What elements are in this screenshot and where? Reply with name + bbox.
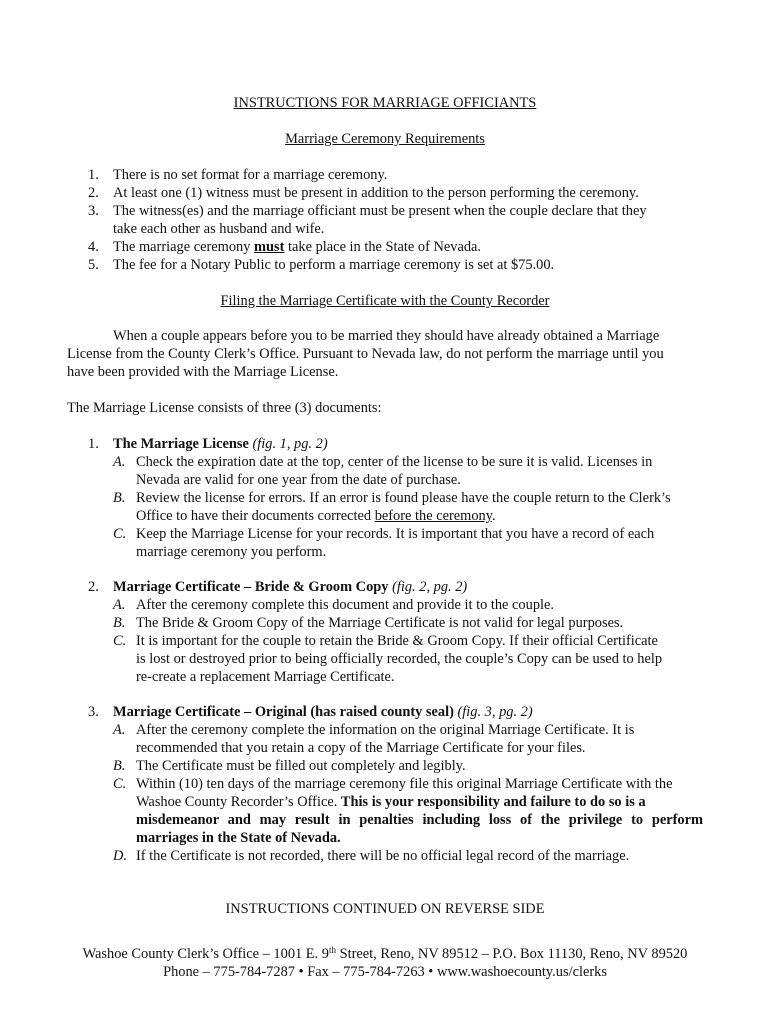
sub-item-continued: marriage ceremony you perform. <box>136 544 327 560</box>
sub-item-text: Washoe County Recorder’s Office. <box>136 794 341 810</box>
sub-item-continued: is lost or destroyed prior to being officially recorded, the couple’s Copy can be used to help <box>136 651 663 667</box>
warning-text: marriages in the State of Nevada. <box>136 830 341 846</box>
list-item-text: The marriage ceremony <box>113 239 255 255</box>
sub-item-continued: recommended that you retain a copy of the Marriage Certificate for your files. <box>136 740 586 756</box>
document-title: Marriage Certificate – Bride & Groom Copy <box>113 579 389 595</box>
section-heading-filing: Filing the Marriage Certificate with the County Recorder <box>220 293 550 309</box>
sub-item: Review the license for errors. If an error is found please have the couple return to the Clerk’s <box>136 490 671 506</box>
sub-item-letter: C. <box>113 776 127 792</box>
page-title: INSTRUCTIONS FOR MARRIAGE OFFICIANTS <box>233 95 537 111</box>
warning-text: This is your responsibility and failure to do so is a <box>340 794 646 810</box>
sub-item: After the ceremony complete the information on the original Marriage Certificate. It is <box>136 722 635 738</box>
paragraph-line: have been provided with the Marriage License. <box>67 364 339 380</box>
list-number: 1. <box>88 436 99 452</box>
list-number: 4. <box>88 239 99 255</box>
list-item-continued: take each other as husband and wife. <box>113 221 325 237</box>
sub-item-letter: A. <box>113 722 126 738</box>
list-item: At least one (1) witness must be present in addition to the person performing the ceremony. <box>113 185 639 201</box>
sub-item: If the Certificate is not recorded, there will be no official legal record of the marriage. <box>136 848 630 864</box>
list-number: 1. <box>88 167 99 183</box>
sub-item-letter: B. <box>113 490 126 506</box>
sub-item-continued: Nevada are valid for one year from the date of purchase. <box>136 472 461 488</box>
sub-item: It is important for the couple to retain the Bride & Groom Copy. If their official Certificate <box>136 633 658 649</box>
document-heading <box>113 435 703 453</box>
sub-item: Within (10) ten days of the marriage ceremony file this original Marriage Certificate with the <box>136 776 673 792</box>
footer-text: Street, Reno, NV 89512 – P.O. Box 11130, Reno, NV 89520 <box>336 946 688 962</box>
list-item: There is no set format for a marriage ceremony. <box>113 167 388 183</box>
sub-item-letter: A. <box>113 454 126 470</box>
paragraph-line: License from the County Clerk’s Office. Pursuant to Nevada law, do not perform the marriage until you <box>67 346 664 362</box>
sub-item-continued <box>136 793 703 811</box>
sub-item-continued <box>136 507 703 525</box>
footer-text: Washoe County Clerk’s Office – 1001 E. 9 <box>82 946 329 962</box>
sub-item-continued: re-create a replacement Marriage Certificate. <box>136 669 395 685</box>
figure-reference: (fig. 2, pg. 2) <box>388 579 468 595</box>
list-number: 5. <box>88 257 99 273</box>
sub-item: The Bride & Groom Copy of the Marriage Certificate is not valid for legal purposes. <box>136 615 624 631</box>
sub-item-text: . <box>492 508 496 524</box>
sub-item-letter: B. <box>113 758 126 774</box>
list-item <box>113 238 703 256</box>
footer-contact: Phone – 775-784-7287 • Fax – 775-784-7263 • www.washoecounty.us/clerks <box>163 964 607 980</box>
paragraph-line: When a couple appears before you to be married they should have already obtained a Marriage <box>113 328 660 344</box>
sub-item: Check the expiration date at the top, center of the license to be sure it is valid. Licenses in <box>136 454 653 470</box>
underlined-text: before the ceremony <box>374 508 493 524</box>
emphasis-must: must <box>254 239 285 255</box>
list-number: 3. <box>88 704 99 720</box>
document-heading <box>113 703 703 721</box>
sub-item-text: Office to have their documents corrected <box>136 508 375 524</box>
section-heading-ceremony: Marriage Ceremony Requirements <box>285 131 485 147</box>
document-title: The Marriage License <box>113 436 249 452</box>
sub-item-letter: C. <box>113 633 127 649</box>
list-number: 3. <box>88 203 99 219</box>
document-title: Marriage Certificate – Original (has raised county seal) <box>113 704 454 720</box>
sub-item: After the ceremony complete this document and provide it to the couple. <box>136 597 554 613</box>
list-number: 2. <box>88 185 99 201</box>
sub-item-letter: B. <box>113 615 126 631</box>
sub-item-letter: C. <box>113 526 127 542</box>
sub-item: Keep the Marriage License for your records. It is important that you have a record of each <box>136 526 655 542</box>
list-item: The witness(es) and the marriage officiant must be present when the couple declare that they <box>113 203 647 219</box>
footer-superscript: th <box>328 945 336 955</box>
sub-item-letter: A. <box>113 597 126 613</box>
sub-item: The Certificate must be filled out completely and legibly. <box>136 758 466 774</box>
sub-item-letter: D. <box>113 848 127 864</box>
list-number: 2. <box>88 579 99 595</box>
document-heading <box>113 578 703 596</box>
paragraph: The Marriage License consists of three (3) documents: <box>67 400 382 416</box>
list-item: The fee for a Notary Public to perform a marriage ceremony is set at $75.00. <box>113 257 555 273</box>
figure-reference: (fig. 1, pg. 2) <box>248 436 328 452</box>
continued-notice: INSTRUCTIONS CONTINUED ON REVERSE SIDE <box>225 901 545 917</box>
warning-text: misdemeanor and may result in penalties including loss of the privilege to perform <box>136 812 703 828</box>
figure-reference: (fig. 3, pg. 2) <box>453 704 533 720</box>
list-item-text: take place in the State of Nevada. <box>284 239 482 255</box>
footer-address <box>0 945 770 963</box>
